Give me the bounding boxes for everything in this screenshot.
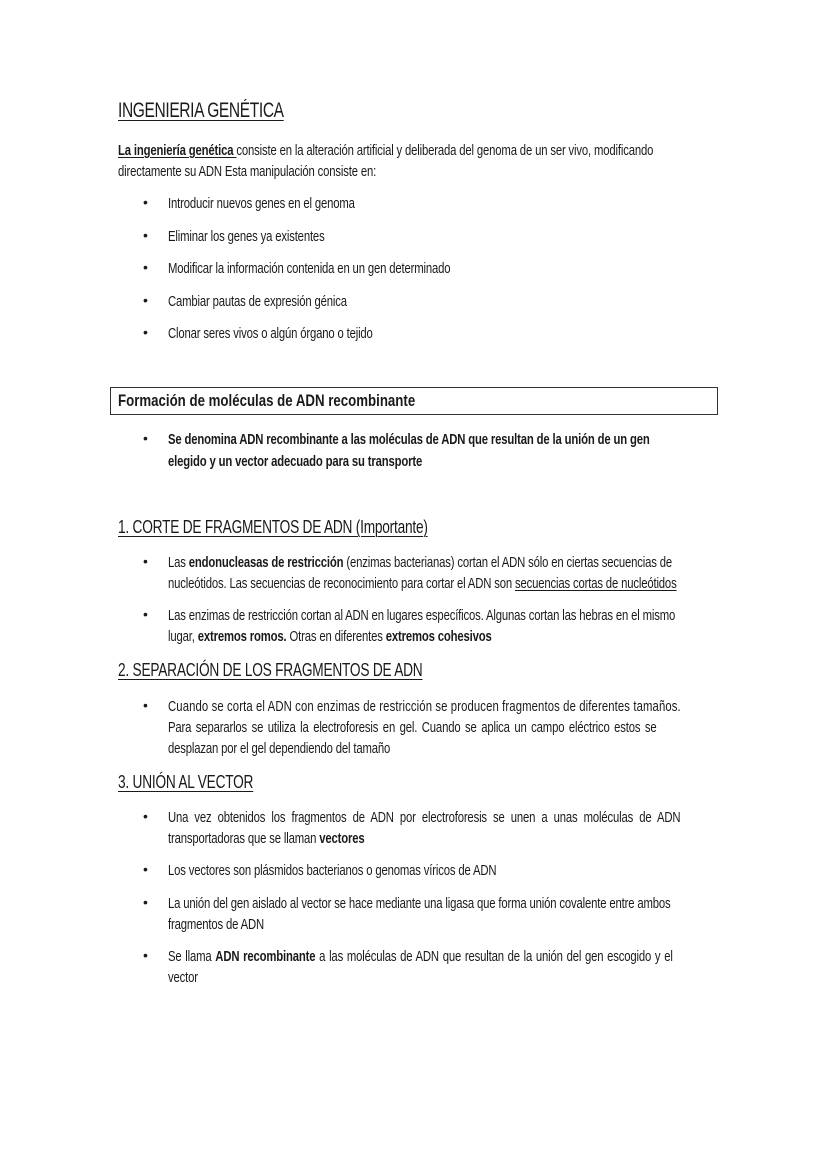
intro-paragraph-line2: directamente su ADN Esta manipulación consiste en: (118, 164, 377, 180)
bullet-icon: • (143, 227, 148, 243)
list-item-text: Modificar la información contenida en un gen determinado (168, 261, 451, 277)
text: nucleótidos. Las secuencias de reconocimiento para cortar el ADN son (168, 576, 515, 592)
bold-term: extremos romos. (197, 629, 287, 645)
text: lugar, (168, 629, 198, 645)
list-item-text: Clonar seres vivos o algún órgano o tejido (168, 326, 373, 342)
section3-b3-line1: La unión del gen aislado al vector se hace mediante una ligasa que forma unión covalente entre ambos (168, 896, 671, 912)
section1-b1-line2 (168, 574, 677, 595)
section-box-bullet-line2: elegido y un vector adecuado para su transporte (168, 454, 423, 470)
section3-b1-line1: Una vez obtenidos los fragmentos de ADN por electroforesis se unen a unas moléculas de ADN (168, 810, 681, 826)
section-box-title: Formación de moléculas de ADN recombinante (118, 391, 416, 410)
bullet-icon: • (143, 606, 148, 622)
section3-b3-line2: fragmentos de ADN (168, 917, 265, 933)
list-item-text: Eliminar los genes ya existentes (168, 229, 325, 245)
section2-b1-line3: desplazan por el gel dependiendo del tamaño (168, 741, 391, 757)
bold-term: extremos cohesivos (385, 629, 492, 645)
bullet-icon: • (143, 259, 148, 275)
bold-term: endonucleasas de restricción (188, 555, 344, 571)
document-title: INGENIERIA GENÉTICA (118, 99, 284, 122)
bullet-icon: • (143, 808, 148, 824)
list-item-text: Introducir nuevos genes en el genoma (168, 196, 355, 212)
bullet-icon: • (143, 292, 148, 308)
bullet-icon: • (143, 894, 148, 910)
underlined-term: secuencias cortas de nucleótidos (514, 576, 677, 592)
section-box (110, 387, 718, 415)
intro-text-line1: consiste en la alteración artificial y deliberada del genoma de un ser vivo, modificando (236, 143, 654, 159)
section3-b1-line2 (168, 829, 365, 850)
list-item-text: Cambiar pautas de expresión génica (168, 294, 347, 310)
bullet-icon: • (143, 697, 148, 713)
text: (enzimas bacterianas) cortan el ADN sólo en ciertas secuencias de (343, 555, 672, 571)
text: Las (168, 555, 189, 571)
bullet-icon: • (143, 194, 148, 210)
text: Otras en diferentes (286, 629, 386, 645)
intro-term: La ingeniería genética (118, 143, 237, 159)
bullet-icon: • (143, 947, 148, 963)
section3-b4-line2: vector (168, 970, 198, 986)
section1-heading: 1. CORTE DE FRAGMENTOS DE ADN (Importante) (118, 516, 428, 537)
section3-b4-line1 (168, 947, 673, 968)
section-box-bullet-line1: Se denomina ADN recombinante a las moléculas de ADN que resultan de la unión de un gen (168, 432, 650, 448)
section2-heading: 2. SEPARACIÓN DE LOS FRAGMENTOS DE ADN (118, 659, 423, 680)
intro-paragraph-line1 (118, 141, 653, 162)
bullet-icon: • (143, 324, 148, 340)
text: Se llama (168, 949, 216, 965)
section3-heading: 3. UNIÓN AL VECTOR (118, 771, 254, 792)
bold-term: vectores (319, 831, 365, 847)
section1-b1-line1 (168, 553, 672, 574)
section1-b2-line2 (168, 627, 492, 648)
bullet-icon: • (143, 553, 148, 569)
section3-b2-line1: Los vectores son plásmidos bacterianos o genomas víricos de ADN (168, 863, 497, 879)
bullet-icon: • (143, 430, 148, 446)
bold-term: ADN recombinante (215, 949, 316, 965)
text: a las moléculas de ADN que resultan de la unión del gen escogido y el (315, 949, 673, 965)
text: transportadoras que se llaman (168, 831, 320, 847)
section2-b1-line2: Para separarlos se utiliza la electroforesis en gel. Cuando se aplica un campo eléctrico estos se (168, 720, 657, 736)
section2-b1-line1: Cuando se corta el ADN con enzimas de restricción se producen fragmentos de diferentes tamaños. (168, 699, 681, 715)
section1-b2-line1: Las enzimas de restricción cortan al ADN en lugares específicos. Algunas cortan las hebras en el mismo (168, 608, 676, 624)
bullet-icon: • (143, 861, 148, 877)
